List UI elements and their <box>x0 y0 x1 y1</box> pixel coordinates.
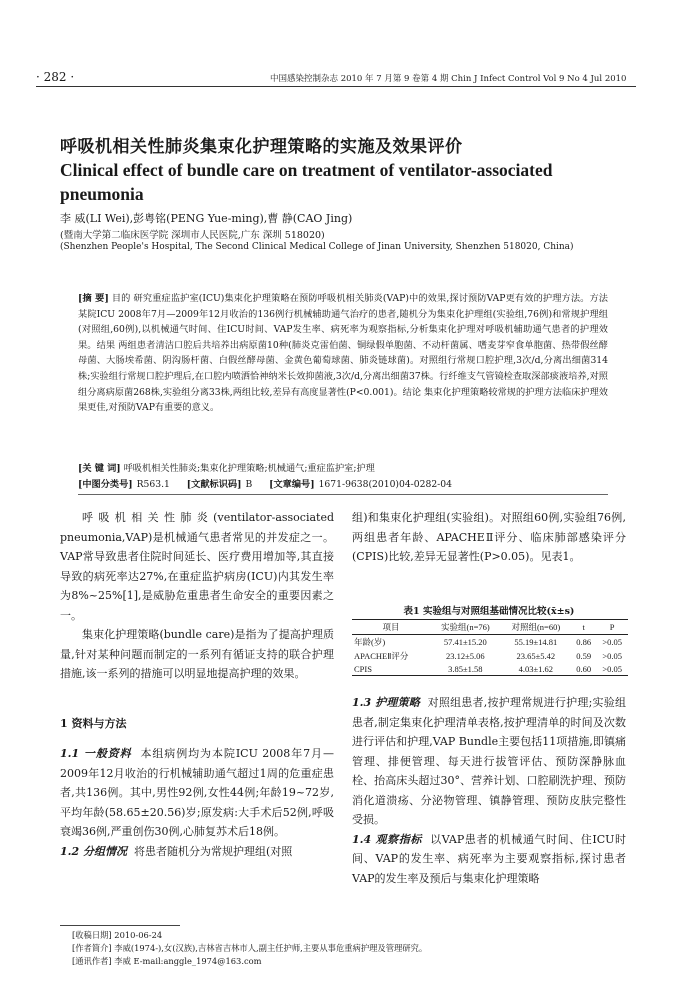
table-header: t <box>571 620 596 635</box>
abstract-rule <box>78 494 608 495</box>
clc-label: [中图分类号] <box>78 479 133 490</box>
table-title: 表1 实验组与对照组基础情况比较(x̄±s) <box>403 606 575 617</box>
classification <box>78 476 466 490</box>
paragraph-text: 以VAP患者的机械通气时间、住ICU时间、VAP的发生率、病死率为主要观察指标,探讨患者VAP的发生率及预后与集束化护理策略 <box>352 832 627 885</box>
table-cell: APACHEⅡ评分 <box>354 651 409 661</box>
table-cell: 4.03±1.62 <box>501 663 571 676</box>
paragraph <box>60 744 334 842</box>
table-cell: >0.05 <box>596 663 628 676</box>
paragraph <box>352 693 626 830</box>
abstract-label: [摘 要] <box>78 293 109 304</box>
table-row <box>352 663 628 676</box>
body-left-column <box>60 508 334 684</box>
table-cell: >0.05 <box>602 637 622 647</box>
article-id-label: [文章编号] <box>269 479 315 490</box>
table-1 <box>352 619 628 676</box>
table-cell: 3.85±1.58 <box>430 663 500 676</box>
footnote-received: [收稿日期] 2010-06-24 <box>72 930 163 940</box>
body-left-column-2 <box>60 744 334 861</box>
paragraph: 呼吸机相关性肺炎(ventilator-associated pneumonia,VAP)是机械通气患者常见的并发症之一。VAP常导致患者住院时间延长、医疗费用增加等,其直接导致的病死率达27%,在重症监护病房(ICU)内其发生率为8%~25%[1],是威胁危重患者生命安全的重要因素之一。 <box>60 511 334 622</box>
table-cell: CPIS <box>352 663 430 676</box>
subheading: 1.4 观察指标 <box>352 832 422 846</box>
doc-code-value: B <box>245 479 253 490</box>
table-header: 对照组(n=60) <box>501 620 571 635</box>
paragraph-text: 对照组患者,按护理常规进行护理;实验组患者,制定集束化护理清单表格,按护理清单的时间及次数进行评估和护理,VAP Bundle主要包括11项措施,即镇痛管理、排便管理、每天进行拔管评估、预防深静脉血栓、抬高床头超过30°、营养计划、口腔刷洗护理、预防消化道溃疡、分泌物管理、镇静管理、预防皮肤完整性受损。 <box>352 696 627 826</box>
abstract-text: 目的 研究重症监护室(ICU)集束化护理策略在预防呼吸机相关肺炎(VAP)中的效果,探讨预防VAP更有效的护理方法。方法 某院ICU 2008年7月—2009年12月收治的136例行机械辅助通气治疗的患者,随机分为集束化护理组(实验组,76例)和常规护理组(对照组,60例),以机械通气时间、住ICU时间、VAP发生率、病死率为观察指标,分析集束化护理对呼吸机辅助通气患者的护理效果。结果 两组患者清洁口腔后共培养出病原菌10种(肺炎克雷伯菌、铜绿假单胞菌、不动杆菌属、嗜麦芽窄食单胞菌、热带假丝酵母菌、大肠埃希菌、阴沟肠杆菌、白假丝酵母菌、金黄色葡萄球菌、肺炎链球菌)。对照组行常规口腔护理,3次/d,分离出细菌314株;实验组行常规口腔护理后,在口腔内喷洒恰神纳米长效抑菌液,3次/d,分离出细菌37株。行纤维支气管镜检查取深部痰液培养,对照组分离病原菌268株,实验组分离33株,两组比较,差异有高度显著性(P<0.001)。结论 集束化护理策略较常规的护理方法临床护理效果更佳,对预防VAP有重要的意义。 <box>78 293 608 414</box>
table-cell: 0.86 <box>576 637 592 647</box>
body-right-column <box>352 508 626 567</box>
table-cell: 55.19±14.81 <box>514 637 558 647</box>
table-cell: 年龄(岁) <box>354 637 386 647</box>
keywords-text: 呼吸机相关性肺炎;集束化护理策略;机械通气;重症监护室;护理 <box>123 463 375 474</box>
table-cell: 57.41±15.20 <box>443 637 487 647</box>
table-header: P <box>596 620 628 635</box>
paragraph-text: 本组病例均为本院ICU 2008年7月—2009年12月收治的行机械辅助通气超过1周的危重症患者,共136例。其中,男性92例,女性44例;年龄19~72岁,平均年龄(58.65±20.56)岁;原发病:大手术后52例,呼吸衰竭36例,严重创伤30例,心肺复苏术后18例。 <box>60 747 334 838</box>
subheading: 1.3 护理策略 <box>352 696 421 709</box>
table-header: 实验组(n=76) <box>430 620 500 635</box>
footnote-author-bio: [作者简介] 李威(1974-),女(汉族),吉林省吉林市人,副主任护师,主要从事危重病护理及管理研究。 <box>72 943 428 953</box>
keywords <box>78 460 618 474</box>
paragraph: 集束化护理策略(bundle care)是指为了提高护理质量,针对某种问题而制定的一系列有循证支持的联合护理措施,该一系列的措施可以明显地提高护理的效果。 <box>60 628 334 680</box>
title-chinese: 呼吸机相关性肺炎集束化护理策略的实施及效果评价 <box>60 137 463 157</box>
subheading: 1.2 分组情况 <box>60 844 127 858</box>
clc-value: R563.1 <box>136 479 170 490</box>
paragraph <box>352 830 626 889</box>
page-number: · 282 · <box>36 70 75 84</box>
table-cell: 0.60 <box>571 663 596 676</box>
table-row <box>352 649 628 663</box>
table-cell: >0.05 <box>602 651 622 661</box>
footnote-rule <box>60 925 180 926</box>
table-header-row <box>352 620 628 635</box>
body-right-column-2 <box>352 693 626 888</box>
keywords-label: [关 键 词] <box>78 463 121 474</box>
subheading: 1.1 一般资料 <box>60 747 132 760</box>
authors: 李 威(LI Wei),彭粤铭(PENG Yue-ming),曹 静(CAO Jing) <box>60 212 353 225</box>
affiliation-english: (Shenzhen People's Hospital, The Second Clinical Medical College of Jinan University, Shenzhen 518020, China) <box>60 242 574 252</box>
footnote-correspondence: [通讯作者] 李威 E-mail:anggle_1974@163.com <box>72 956 262 966</box>
journal-header: 中国感染控制杂志 2010 年 7 月第 9 卷第 4 期 Chin J Infect Control Vol 9 No 4 Jul 2010 <box>270 74 627 84</box>
affiliation-chinese: (暨南大学第二临床医学院 深圳市人民医院,广东 深圳 518020) <box>60 230 325 241</box>
title-english: Clinical effect of bundle care on treatment of ventilator-associated pneumonia <box>60 160 553 204</box>
abstract <box>78 291 608 416</box>
footnotes <box>72 929 427 968</box>
table-cell: 23.65±5.42 <box>516 651 556 661</box>
paragraph-text: 将患者随机分为常规护理组(对照 <box>133 844 293 858</box>
table-cell: 23.12±5.06 <box>446 651 485 661</box>
paragraph: 组)和集束化护理组(实验组)。对照组60例,实验组76例,两组患者年龄、APACHEⅡ评分、临床肺部感染评分(CPIS)比较,差异无显著性(P>0.05)。见表1。 <box>352 511 626 563</box>
section-heading: 1 资料与方法 <box>60 717 127 730</box>
header-rule <box>36 86 636 87</box>
paragraph <box>60 842 334 862</box>
table-header: 项目 <box>352 620 430 635</box>
article-id-value: 1671-9638(2010)04-0282-04 <box>318 479 452 490</box>
table-row <box>352 635 628 650</box>
doc-code-label: [文献标识码] <box>186 479 242 490</box>
table-cell: 0.59 <box>576 651 592 661</box>
